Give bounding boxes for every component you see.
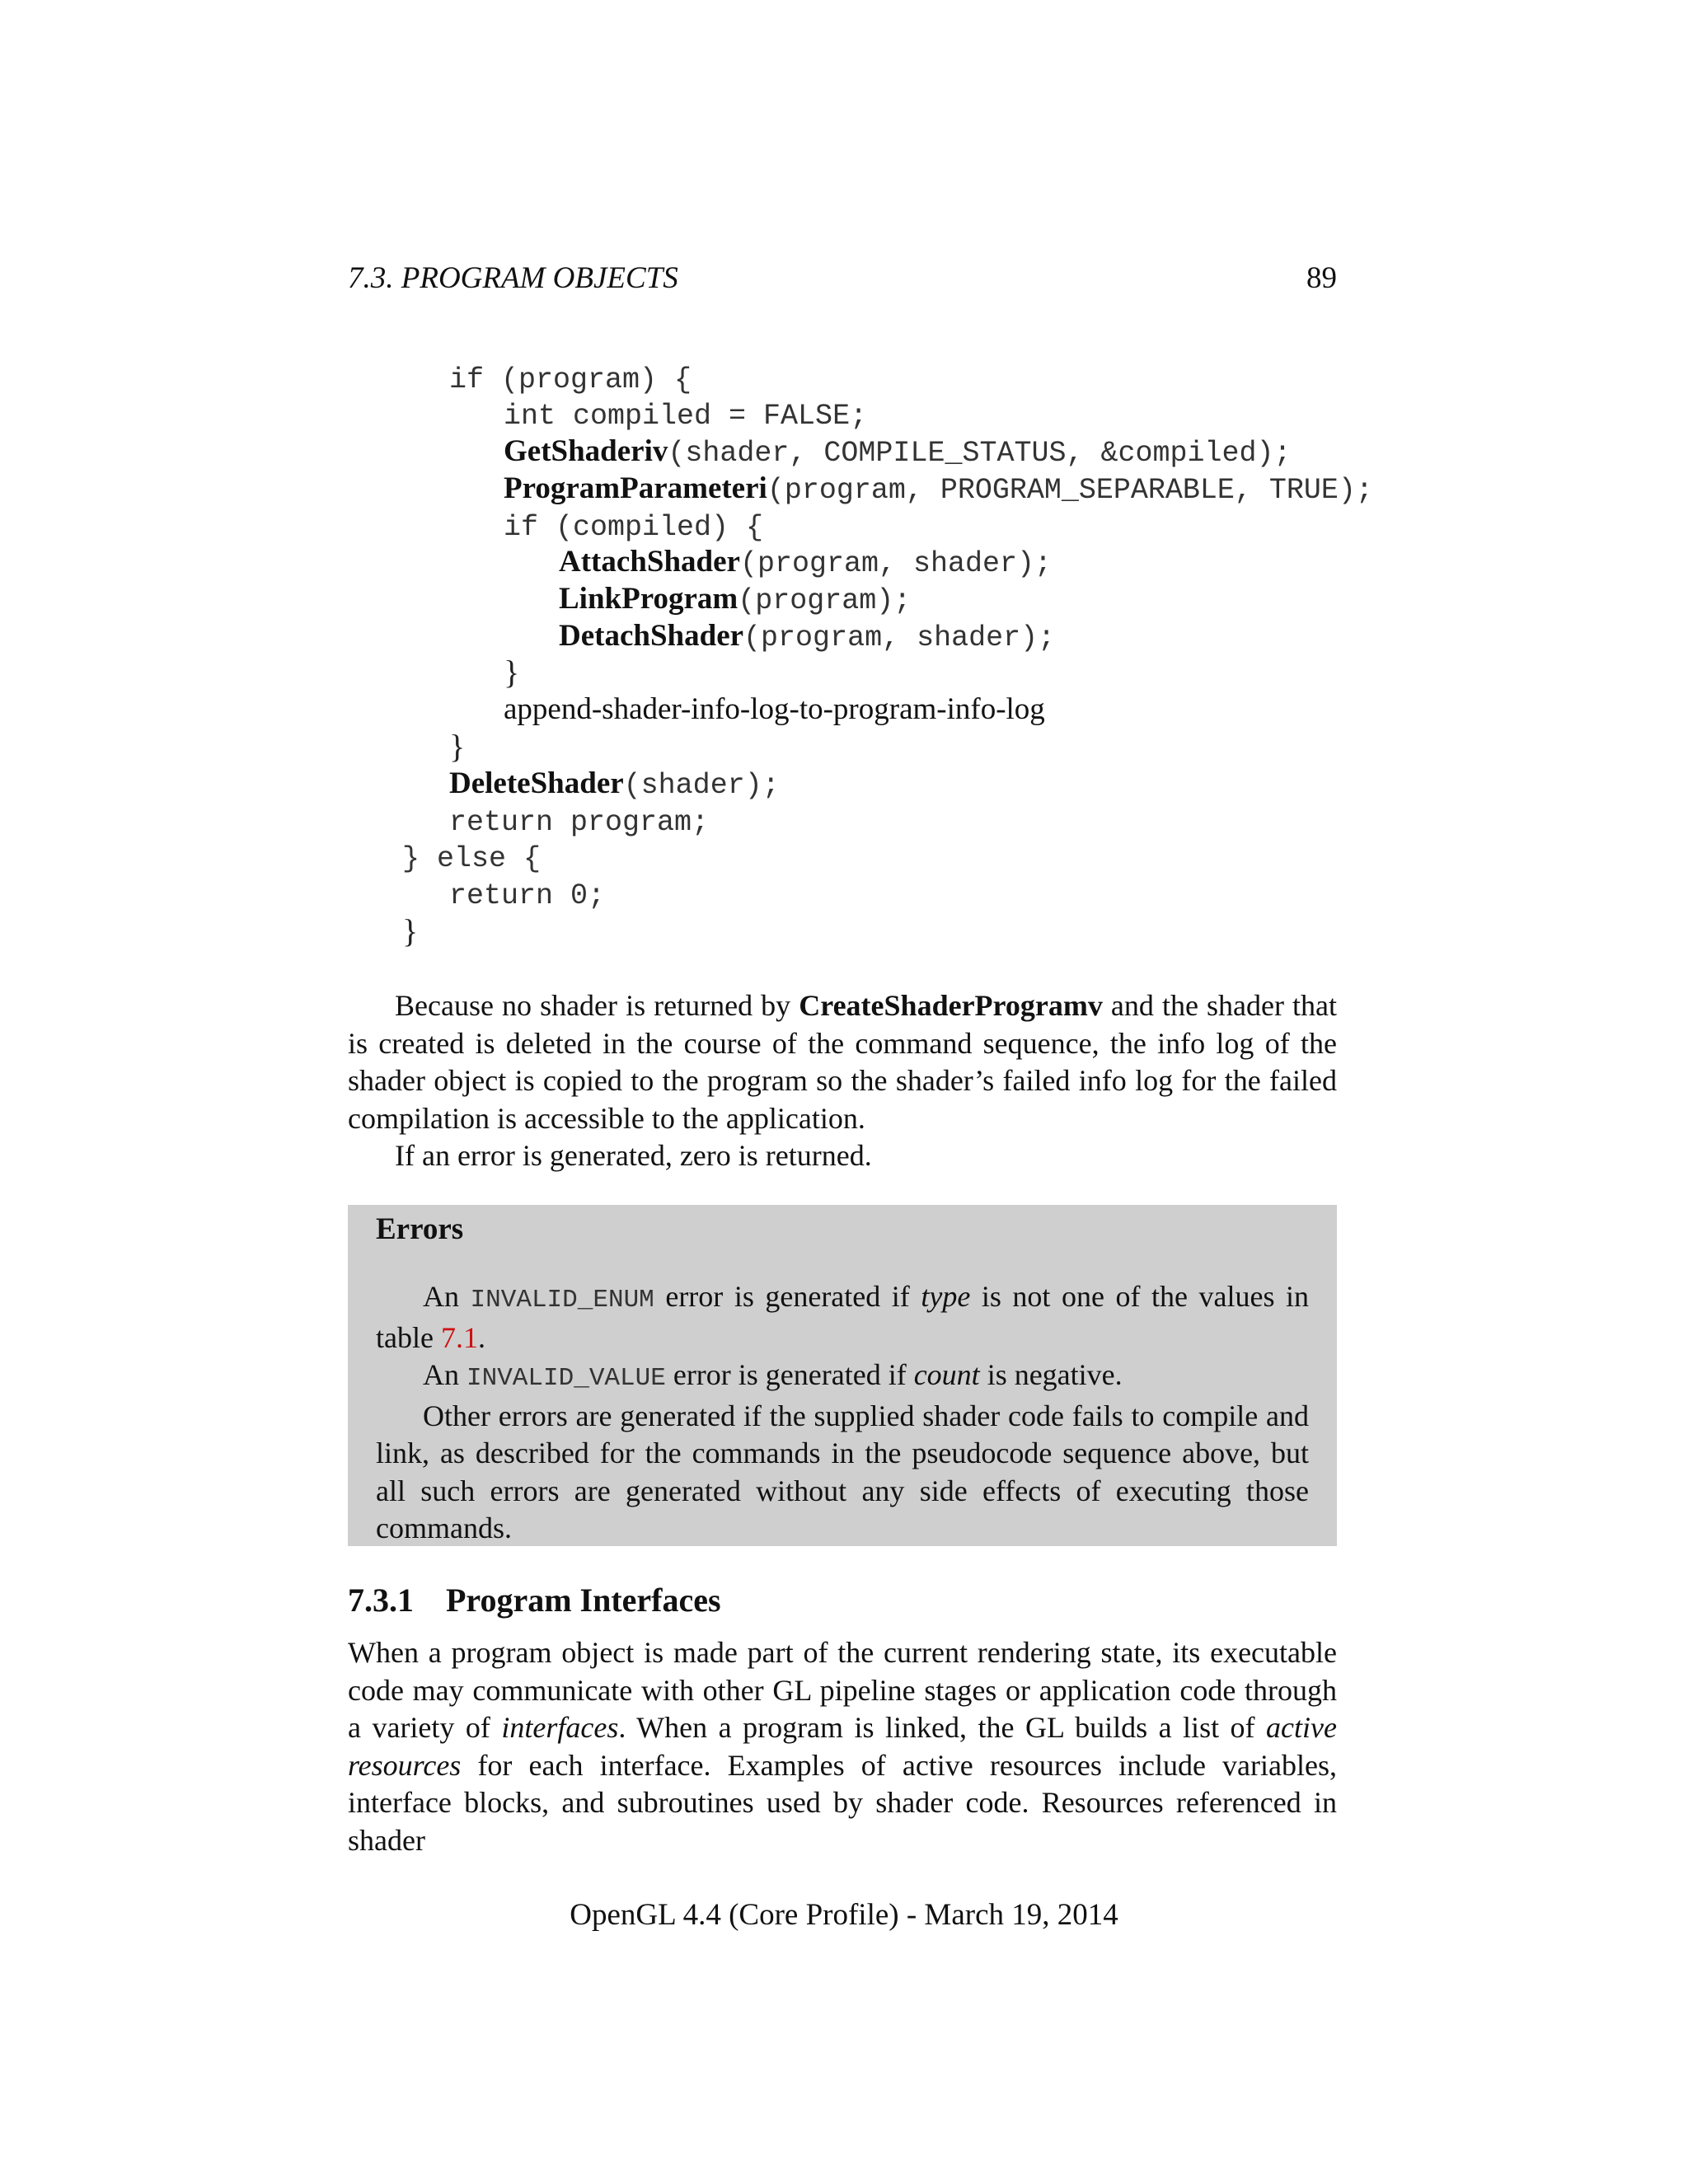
subsection-heading [348,1581,721,1619]
interfaces-text [348,1634,1337,1859]
paragraph: Because no shader is returned by CreateShaderProgramv and the shader that is created is deleted in the course of the command sequence, the info log of the shader object is copied to the program so the shader’s failed info log for the failed compilation is accessible to the application. [348,989,1337,1135]
code-line: GetShaderiv(shader, COMPILE_STATUS, &compiled); [504,434,1292,470]
code-line: } [449,728,466,765]
code-line: } [504,654,520,691]
command-name: CreateShaderProgramv [799,989,1103,1022]
paragraph: If an error is generated, zero is returned. [395,1139,872,1172]
error-token: INVALID_ENUM [470,1286,654,1315]
code-line: LinkProgram(program); [559,582,912,617]
error-token: INVALID_VALUE [467,1364,666,1393]
section-heading: 7.3. PROGRAM OBJECTS [348,261,678,295]
errors-body [376,1278,1309,1548]
error-item: An INVALID_VALUE error is generated if count is negative. [423,1358,1123,1393]
error-item: Other errors are generated if the supplied shader code fails to compile and link, as described for the commands in the pseudocode sequence above, but all such errors are generated without any side effects of executing those commands. [376,1399,1309,1544]
error-item: An INVALID_ENUM error is generated if type is not one of the values in table 7.1. [376,1280,1310,1354]
subsection-title: Program Interfaces [446,1582,721,1619]
code-line: return 0; [449,879,606,912]
errors-title: Errors [376,1212,464,1246]
page-footer: OpenGL 4.4 (Core Profile) - March 19, 2014 [570,1898,1118,1932]
code-line: return program; [449,806,710,839]
code-line: } [402,912,419,949]
code-line: DeleteShader(shader); [449,766,780,802]
running-head [348,260,1337,302]
code-line: append-shader-info-log-to-program-info-log [504,692,1045,726]
code-line: DetachShader(program, shader); [559,619,1056,654]
body-text [348,987,1337,1175]
subsection-number: 7.3.1 [348,1582,414,1619]
code-line: if (program) { [449,363,692,396]
table-link[interactable]: 7.1 [440,1320,478,1354]
page-number: 89 [1306,261,1337,295]
code-line: } else { [402,842,542,875]
errors-box [348,1205,1337,1546]
code-line: int compiled = FALSE; [504,400,868,433]
code-line: if (compiled) { [504,511,764,544]
code-line: AttachShader(program, shader); [559,545,1053,580]
paragraph: When a program object is made part of the current rendering state, its executable code may communicate with other GL pipeline stages or application code through a variety of interfaces. When a program is linked, the GL builds a list of active resources for each interface. Examples of active resources include variables, interface blocks, and subroutines used by shader code. Resources referenced in shader [348,1636,1337,1857]
code-line: ProgramParameteri(program, PROGRAM_SEPARABLE, TRUE); [504,471,1373,507]
